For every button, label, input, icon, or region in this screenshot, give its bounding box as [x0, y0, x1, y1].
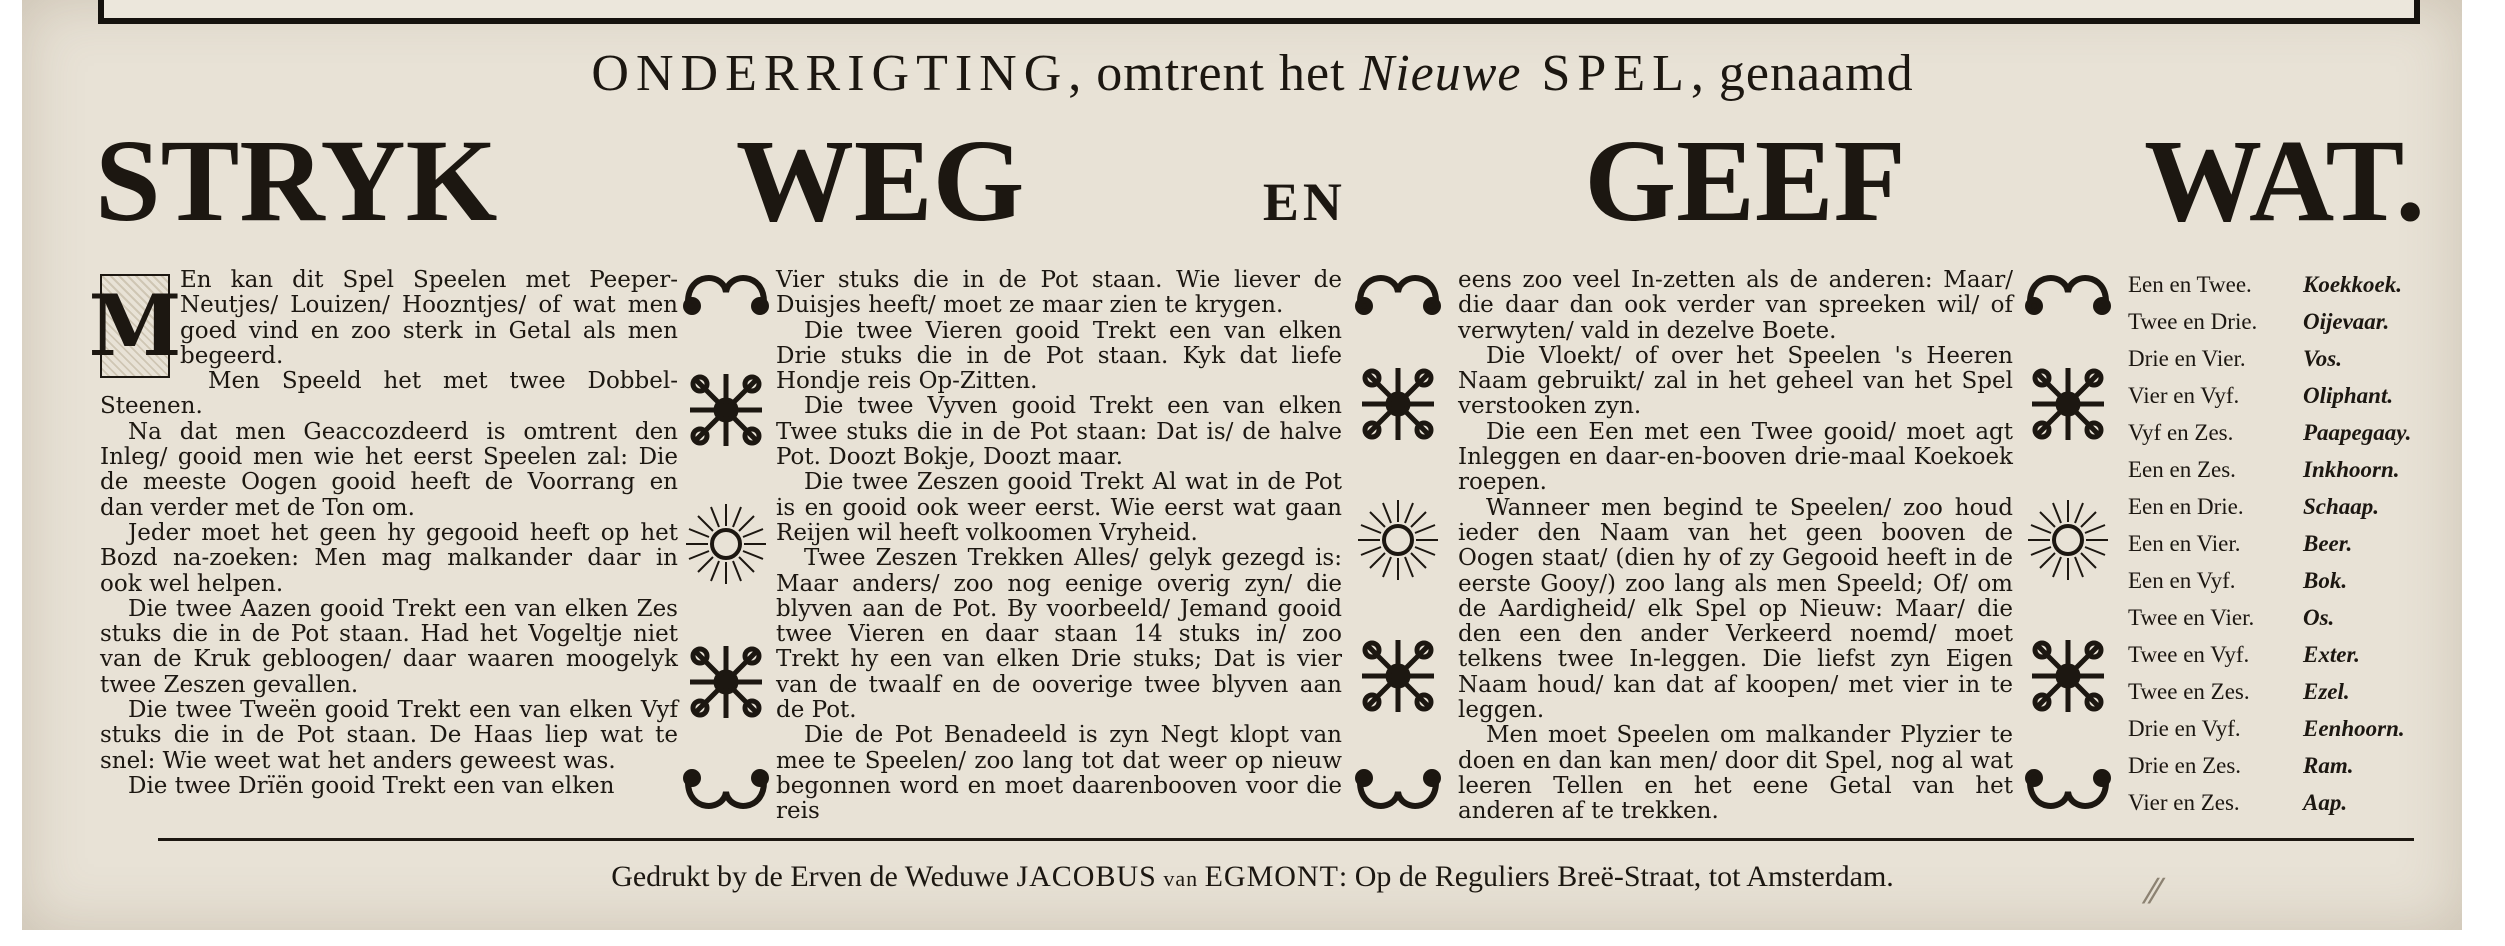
dice-combo: Een en Drie. [2128, 493, 2244, 519]
dice-combo: Een en Vier. [2128, 530, 2241, 556]
animal-name: Oijevaar. [2303, 308, 2390, 334]
dice-combo: Een en Vyf. [2128, 567, 2236, 593]
paragraph: Die twee Aazen gooid Trekt een van elken Zes stuks die in de Pot staan. Had het Vogeltje niet van de Kruk gebloogen/ daar waaren moogelyk twee Zeszen gevallen. [100, 595, 678, 698]
paragraph: Men Speeld het met twee Dobbel-Steenen. [100, 368, 678, 420]
list-item [2128, 303, 2448, 340]
scroll-ornament-icon [2028, 278, 2108, 312]
ornament-column-1 [678, 262, 774, 822]
animal-name: Eenhoorn. [2303, 715, 2405, 741]
subtitle-omtrent: , omtrent het [1068, 45, 1360, 102]
subtitle [0, 44, 2505, 103]
paragraph: Die twee Drïën gooid Trekt een van elken [128, 772, 615, 799]
imprint-address: : Op de Reguliers Breë-Straat, tot Amsterdam. [1338, 860, 1894, 893]
paragraph-text: En kan dit Spel Speelen met Peeper-Neutjes/ Louizen/ Hoozntjes/ of wat men goed vind en zoo sterk in Getal als men begeerd. [180, 267, 678, 369]
divider-rule [158, 838, 2414, 841]
paragraph: Die Vloekt/ of over het Speelen 's Heeren Naam gebruikt/ zal in het geheel van het Spel verstooken zyn. [1458, 342, 2013, 420]
paragraph: Jeder moet het geen hy gegooid heeft op het Bozd na-zoeken: Men mag malkander daar in ook wel helpen. [100, 519, 678, 597]
dice-combo: Vyf en Zes. [2128, 419, 2234, 445]
title-en: EN [1262, 172, 1346, 232]
sunburst-ornament-icon [1358, 500, 1438, 580]
list-item [2128, 266, 2448, 303]
list-item [2128, 525, 2448, 562]
floral-ornament-icon [2032, 640, 2104, 712]
animal-name: Ram. [2303, 752, 2354, 778]
sunburst-ornament-icon [686, 504, 766, 584]
animal-name: Schaap. [2303, 493, 2380, 519]
animal-name: Paapegaay. [2303, 419, 2412, 445]
animal-name: Bok. [2303, 567, 2348, 593]
animal-name: Beer. [2303, 530, 2353, 556]
paragraph: eens zoo veel In-zetten als de anderen: Maar/ die daar dan ook verder van spreeken wil/ of verwyten/ vald in dezelve Boete. [1458, 267, 2013, 344]
dice-combo: Twee en Drie. [2128, 308, 2258, 334]
scroll-ornament-icon [686, 772, 766, 806]
animal-name: Vos. [2303, 345, 2342, 371]
rules-column-1 [88, 267, 678, 799]
subtitle-genaamd: , genaamd [1690, 45, 1914, 102]
list-item [2128, 710, 2448, 747]
dice-combo: Een en Twee. [2128, 271, 2252, 297]
subtitle-nieuwe: Nieuwe [1359, 45, 1522, 102]
scroll-ornament-icon [2028, 772, 2108, 806]
dice-combo: Vier en Zes. [2128, 789, 2240, 815]
dice-combo: Vier en Vyf. [2128, 382, 2240, 408]
list-item [2128, 340, 2448, 377]
floral-ornament-icon [1362, 640, 1434, 712]
paragraph: Die twee Zeszen gooid Trekt Al wat in de Pot is en gooid ook weer eerst. Wie eerst wat gaan Reijen wil heeft volkoomen Vryheid. [776, 469, 1342, 546]
list-item [2128, 488, 2448, 525]
dice-combo: Twee en Vyf. [2128, 641, 2250, 667]
dropcap-initial: M [100, 274, 170, 378]
pencil-mark: ⁄⁄ [2148, 872, 2160, 912]
ornament-column-3 [2020, 262, 2116, 822]
dice-combo: Een en Zes. [2128, 456, 2236, 482]
dice-name-list [2128, 266, 2448, 821]
animal-name: Oliphant. [2303, 382, 2394, 408]
paragraph [88, 267, 678, 376]
list-item [2128, 784, 2448, 821]
list-item [2128, 636, 2448, 673]
list-item [2128, 451, 2448, 488]
rules-column-3 [1458, 268, 2013, 825]
title-weg: WEG [735, 115, 1025, 246]
paragraph: Twee Zeszen Trekken Alles/ gelyk gezegd is: Maar anders/ zoo nog eenige overig zyn/ die blyven aan de Pot. By voorbeeld/ Jemand gooid twee Vieren en daar staan 14 stuks in/ zoo Trekt hy een van elken Drie stuks; Dat is vier van de twaalf en de ooverige twee blyven aan de Pot. [776, 545, 1342, 724]
imprint-text: Gedrukt by de Erven de Weduwe [611, 860, 1017, 893]
top-border-frame [98, 0, 2420, 24]
paragraph: Die twee Tweën gooid Trekt een van elken Vyf stuks die in de Pot staan. De Haas liep wat te snel: Wie weet wat het anders geweest was. [100, 697, 678, 774]
dice-combo: Twee en Vier. [2128, 604, 2255, 630]
floral-ornament-icon [2032, 368, 2104, 440]
list-item [2128, 414, 2448, 451]
list-item [2128, 377, 2448, 414]
scroll-ornament-icon [686, 278, 766, 312]
imprint-egmont: EGMONT [1204, 860, 1339, 893]
scroll-ornament-icon [1358, 772, 1438, 806]
printer-imprint [0, 860, 2505, 894]
paragraph: Die een Een met een Twee gooid/ moet agt Inleggen en daar-en-booven drie-maal Koekoek roepen. [1458, 418, 2013, 496]
paragraph: Men moet Speelen om malkander Plyzier te doen en dan kan men/ door dit Spel, nog al wat leeren Tellen en het eene Getal van het anderen af te trekken. [1458, 722, 2013, 825]
animal-name: Aap. [2303, 789, 2348, 815]
imprint-van: van [1156, 866, 1205, 891]
paragraph: Na dat men Geaccozdeerd is omtrent den Inleg/ gooid men wie het eerst Speelen zal: Die de meeste Oogen gooid heeft de Voorrang en dan verder met de Ton om. [100, 418, 678, 521]
title-stryk: STRYK [95, 115, 498, 246]
ornament-column-2 [1350, 262, 1446, 822]
dice-combo: Drie en Zes. [2128, 752, 2242, 778]
paragraph: Die twee Vieren gooid Trekt een van elken Drie stuks die in de Pot staan. Kyk dat liefe Hondje reis Op-Zitten. [776, 317, 1342, 395]
floral-ornament-icon [1362, 368, 1434, 440]
animal-name: Ezel. [2303, 678, 2350, 704]
subtitle-spel: SPEL [1521, 45, 1691, 102]
imprint-jacobus: JACOBUS [1016, 860, 1157, 893]
list-item [2128, 562, 2448, 599]
dice-combo: Drie en Vier. [2128, 345, 2246, 371]
paragraph: Die de Pot Benadeeld is zyn Negt klopt van mee te Speelen/ zoo lang tot dat weer op nieuw begonnen word en moet daarenbooven voor die reis [776, 722, 1342, 825]
title-wat: WAT. [2144, 115, 2425, 246]
animal-name: Koekkoek. [2303, 271, 2403, 297]
list-item [2128, 673, 2448, 710]
paragraph: Die twee Vyven gooid Trekt een van elken Twee stuks die in de Pot staan: Dat is/ de halve Pot. Doozt Bokje, Doozt maar. [776, 393, 1342, 471]
rules-column-2 [776, 268, 1342, 825]
animal-name: Inkhoorn. [2303, 456, 2400, 482]
page-title [95, 115, 2425, 246]
sunburst-ornament-icon [2028, 500, 2108, 580]
floral-ornament-icon [690, 374, 762, 446]
list-item [2128, 599, 2448, 636]
subtitle-onderrigting: ONDERRIGTING [591, 45, 1069, 102]
title-geef: GEEF [1584, 115, 1906, 246]
animal-name: Os. [2303, 604, 2335, 630]
dice-combo: Twee en Zes. [2128, 678, 2250, 704]
list-item [2128, 747, 2448, 784]
dice-combo: Drie en Vyf. [2128, 715, 2241, 741]
paragraph: Wanneer men begind te Speelen/ zoo houd ieder den Naam van het geen booven de Oogen staat/ (dien hy of zy Gegooid heeft in de eerste Gooy/) zoo lang als men Speeld; Of/ om de Aardigheid/ elk Spel op Nieuw: Maar/ die den een den ander Verkeerd noemd/ moet telkens twee In-leggen. Die liefst zyn Eigen Naam houd/ kan dat af koopen/ met vier in te leggen. [1458, 494, 2013, 724]
floral-ornament-icon [690, 646, 762, 718]
paragraph: Vier stuks die in de Pot staan. Wie liever de Duisjes heeft/ moet ze maar zien te krygen. [776, 267, 1342, 319]
animal-name: Exter. [2303, 641, 2360, 667]
scroll-ornament-icon [1358, 278, 1438, 312]
